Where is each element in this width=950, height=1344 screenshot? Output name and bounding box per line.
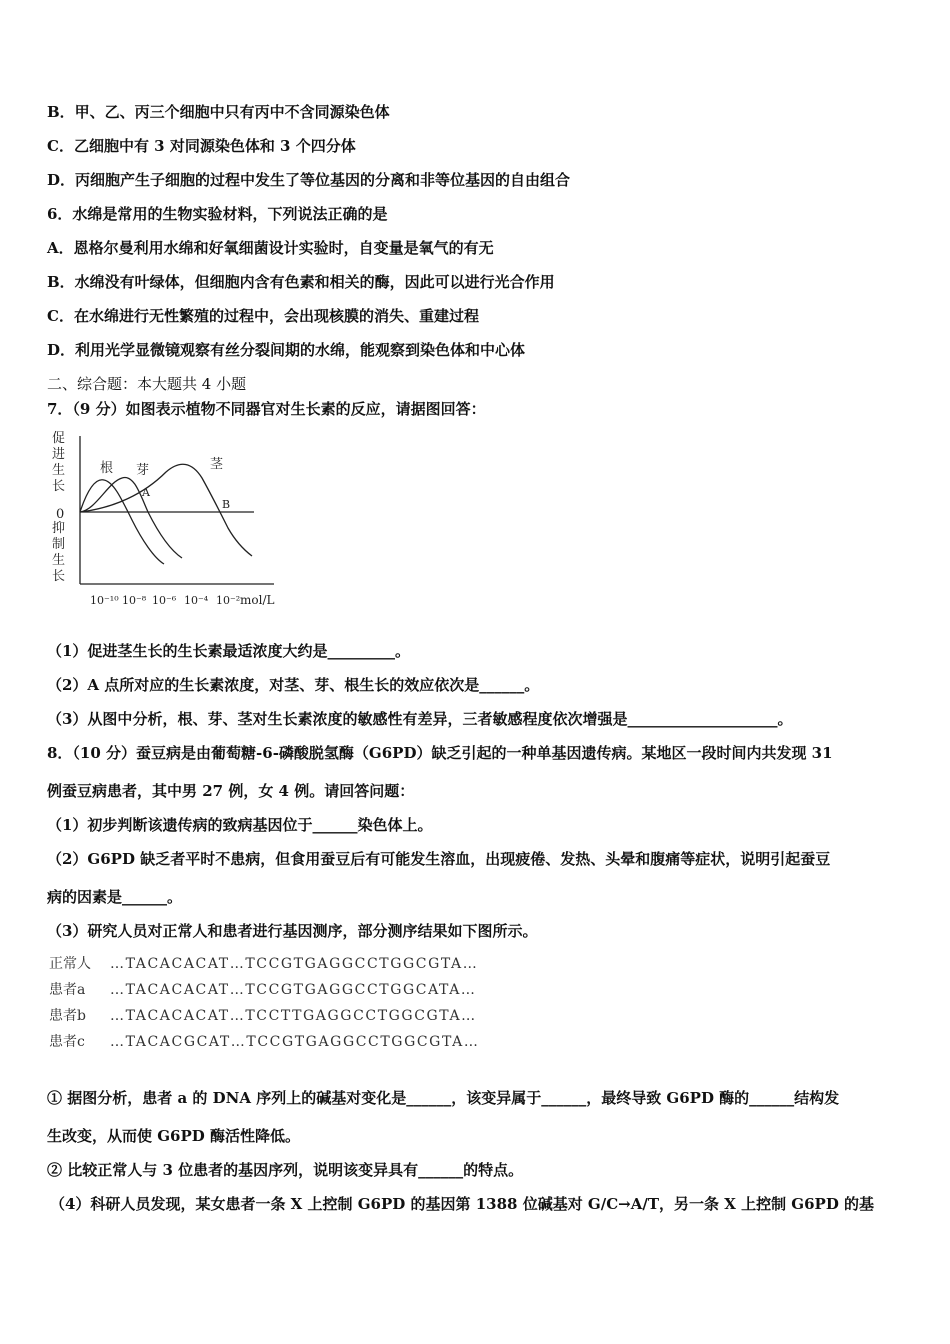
seq-label-normal: 正常人 xyxy=(49,956,91,972)
section-heading: 二、综合题：本大题共 4 小题 xyxy=(47,375,247,393)
q6-stem: 6．水绵是常用的生物实验材料，下列说法正确的是 xyxy=(47,205,388,223)
q7-stem: 7．（9 分）如图表示植物不同器官对生长素的反应，请据图回答： xyxy=(47,400,486,418)
ylabel-zero: 0 xyxy=(56,507,65,522)
q8-c2: ② 比较正常人与 3 位患者的基因序列，说明该变异具有______的特点。 xyxy=(47,1161,524,1179)
q8-c1-line1: ① 据图分析，患者 a 的 DNA 序列上的碱基对变化是______，该变异属于______，最终导致 G6PD 酶的______结构发 xyxy=(47,1089,840,1107)
seq-patient-b: …TACACACAT…TCCTTGAGGCCTGGCGTA… xyxy=(110,1008,477,1024)
ylabel-inhibit: 抑制生长 xyxy=(52,521,66,584)
x-unit: mol/L xyxy=(240,593,275,607)
label-point-b: B xyxy=(222,498,231,511)
label-bud: 芽 xyxy=(136,463,150,478)
x-tick-label: 10⁻⁴ xyxy=(184,594,209,607)
q6-option-b: B．水绵没有叶绿体，但细胞内含有色素和相关的酶，因此可以进行光合作用 xyxy=(47,273,555,291)
seq-normal: …TACACACAT…TCCGTGAGGCCTGGCGTA… xyxy=(110,956,479,972)
seq-label-patient-c: 患者c xyxy=(49,1034,85,1050)
q7-sub1: （1）促进茎生长的生长素最适浓度大约是_________。 xyxy=(47,642,410,660)
ylabel-promote: 促进生长 xyxy=(52,431,66,494)
q6-option-a: A．恩格尔曼利用水绵和好氧细菌设计实验时，自变量是氧气的有无 xyxy=(47,239,494,257)
q8-sub1: （1）初步判断该遗传病的致病基因位于______染色体上。 xyxy=(47,816,433,834)
x-tick-label: 10⁻⁶ xyxy=(152,594,177,607)
label-root: 根 xyxy=(100,461,114,476)
q8-sub2-line2: 病的因素是______。 xyxy=(47,888,183,906)
q7-sub3: （3）从图中分析，根、芽、茎对生长素浓度的敏感性有差异，三者敏感程度依次增强是____________________。 xyxy=(47,710,793,728)
q5-option-c: C．乙细胞中有 3 对同源染色体和 3 个四分体 xyxy=(47,137,356,155)
q8-sub4: （4）科研人员发现，某女患者一条 X 上控制 G6PD 的基因第 1388 位碱基对 G/C→A/T，另一条 X 上控制 G6PD 的基 xyxy=(50,1195,875,1213)
seq-label-patient-b: 患者b xyxy=(49,1008,86,1024)
seq-patient-a: …TACACACAT…TCCGTGAGGCCTGGCATA… xyxy=(110,982,477,998)
x-tick-label: 10⁻⁸ xyxy=(122,594,147,607)
q5-option-b: B．甲、乙、丙三个细胞中只有丙中不含同源染色体 xyxy=(47,103,390,121)
auxin-response-graph xyxy=(44,428,294,618)
seq-label-patient-a: 患者a xyxy=(49,982,86,998)
q8-c1-line2: 生改变，从而使 G6PD 酶活性降低。 xyxy=(47,1127,300,1145)
x-tick-label: 10⁻¹⁰ xyxy=(90,594,119,607)
seq-patient-c: …TACACGCAT…TCCGTGAGGCCTGGCGTA… xyxy=(110,1034,480,1050)
q8-stem-line2: 例蚕豆病患者，其中男 27 例，女 4 例。请回答问题： xyxy=(47,782,415,800)
q8-sub3: （3）研究人员对正常人和患者进行基因测序，部分测序结果如下图所示。 xyxy=(47,922,538,940)
x-tick-label: 10⁻² xyxy=(216,594,241,607)
q7-sub2: （2）A 点所对应的生长素浓度，对茎、芽、根生长的效应依次是______。 xyxy=(47,676,540,694)
q8-stem-line1: 8．（10 分）蚕豆病是由葡萄糖-6-磷酸脱氢酶（G6PD）缺乏引起的一种单基因遗传病。某地区一段时间内共发现 31 xyxy=(47,744,833,762)
q8-sub2-line1: （2）G6PD 缺乏者平时不患病，但食用蚕豆后有可能发生溶血，出现疲倦、发热、头晕和腹痛等症状，说明引起蚕豆 xyxy=(47,850,831,868)
label-point-a: A xyxy=(142,486,150,499)
q6-option-c: C．在水绵进行无性繁殖的过程中，会出现核膜的消失、重建过程 xyxy=(47,307,479,325)
q5-option-d: D．丙细胞产生子细胞的过程中发生了等位基因的分离和非等位基因的自由组合 xyxy=(47,171,571,189)
label-stem: 茎 xyxy=(210,457,224,472)
root-curve xyxy=(80,480,164,564)
q6-option-d: D．利用光学显微镜观察有丝分裂间期的水绵，能观察到染色体和中心体 xyxy=(47,341,526,359)
